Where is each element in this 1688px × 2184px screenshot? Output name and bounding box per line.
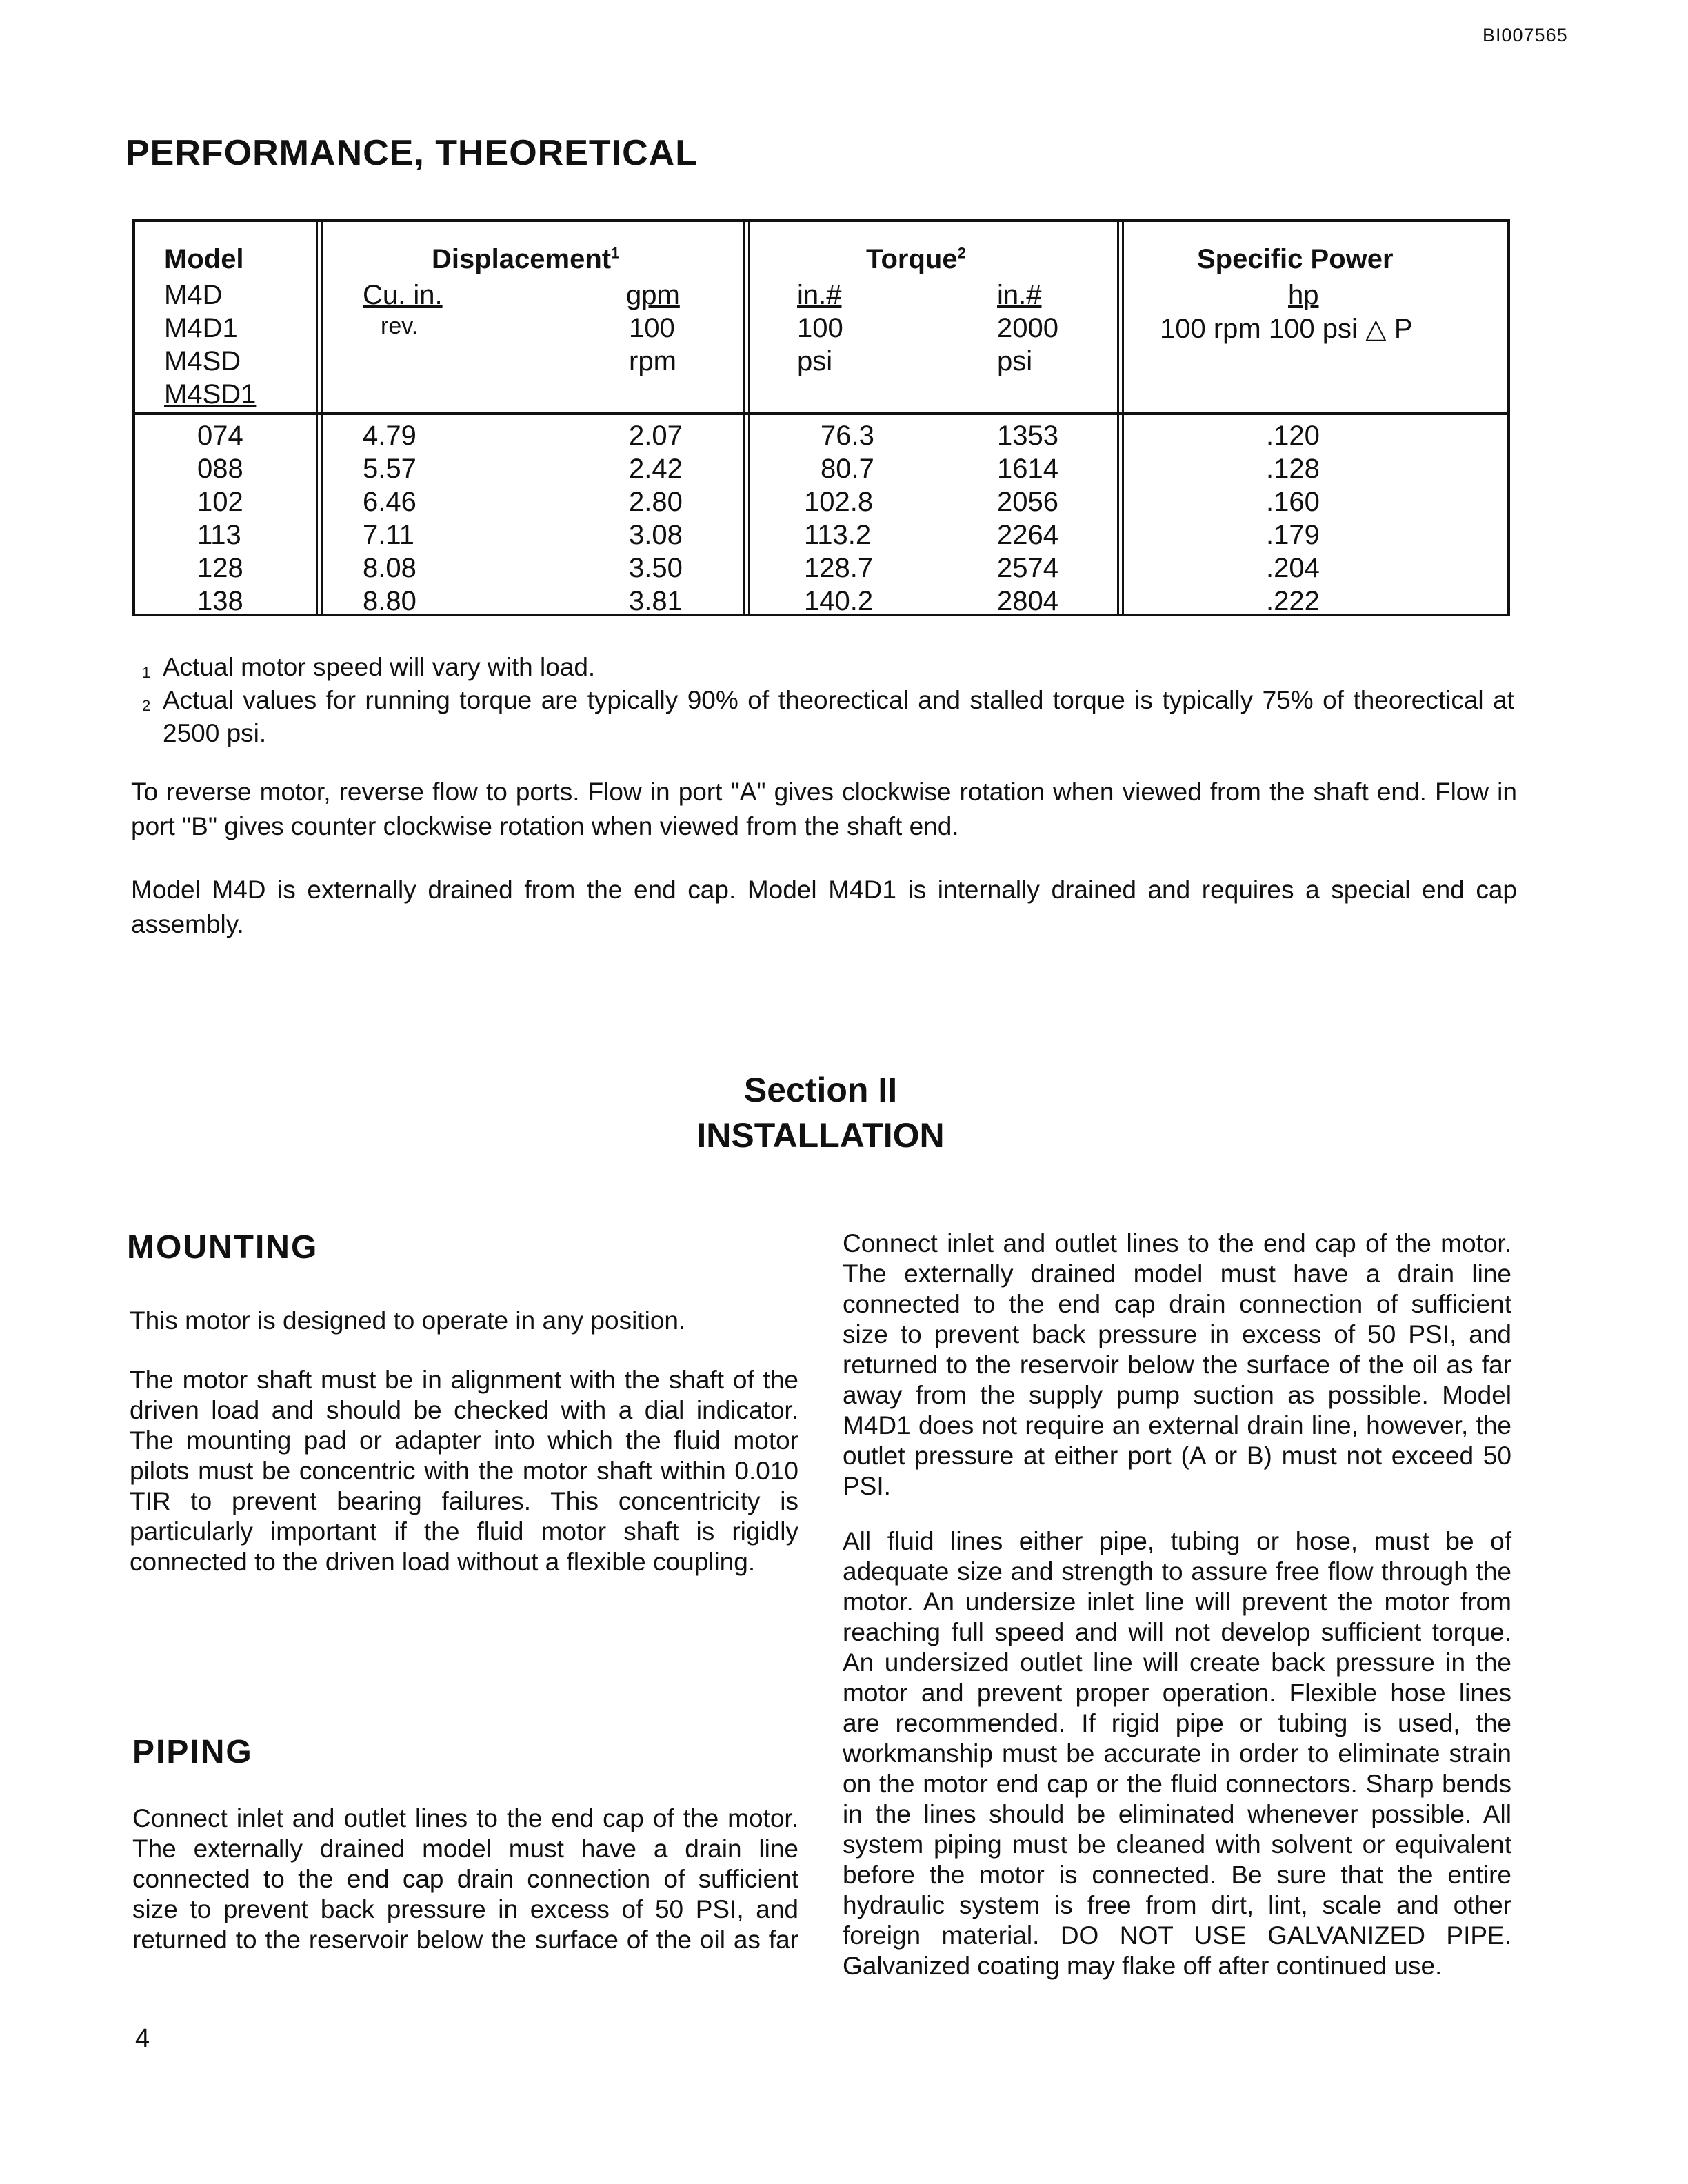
unit-cu-in: Cu. in. (363, 280, 443, 310)
model-name: M4D1 (164, 313, 238, 343)
torque-2000-cell: 1353 (997, 421, 1058, 451)
mounting-heading: MOUNTING (127, 1229, 319, 1266)
header-torque: Torque$^2$ (866, 244, 966, 274)
torque-2000-cell: 2574 (997, 553, 1058, 583)
size-cell: 088 (197, 454, 243, 484)
header-model: Model (164, 244, 244, 274)
model-name: M4SD (164, 346, 241, 376)
power-cell: .204 (1266, 553, 1320, 583)
piping-paragraph: Connect inlet and outlet lines to the end cap of the motor. The externally drained model must have a drain line connected to the end cap drain connection of sufficient size to prevent back pressure in excess of 50 PSI, and returned to the reservoir below the surface of the oil as far away from the supply pump suction as possible. Model M4D1 does not require an external drain line, however, the outlet pressure at either port (A or B) must not exceed 50 PSI. (843, 1229, 1511, 1500)
footnote-text: Actual values for running torque are typically 90% of theorectical and stalled torque is typically 75% of theorectical at 2500 psi. (163, 686, 1514, 747)
section-title: INSTALLATION (696, 1116, 945, 1155)
unit-torque-2000: 2000 (997, 313, 1058, 343)
gpm-cell: 2.42 (629, 454, 683, 484)
unit-torque-psi: psi (997, 346, 1033, 376)
gpm-cell: 2.07 (629, 421, 683, 451)
size-cell: 113 (197, 520, 241, 550)
unit-gpm-100: 100 (629, 313, 675, 343)
torque-2000-cell: 2056 (997, 487, 1058, 517)
power-cell: .160 (1266, 487, 1320, 517)
torque-2000-cell: 2264 (997, 520, 1058, 550)
cu-in-cell: 7.11 (363, 520, 414, 550)
size-cell: 128 (197, 553, 243, 583)
unit-torque-100: 100 (797, 313, 843, 343)
gpm-cell: 3.81 (629, 586, 683, 616)
footnote (142, 684, 1514, 750)
size-cell: 102 (197, 487, 243, 517)
piping-paragraph: All fluid lines either pipe, tubing or hose, must be of adequate size and strength to assure free flow through the motor. An undersize inlet line will prevent the motor from reaching full speed and will not develop sufficient torque. An undersized outlet line will create back pressure in the motor and prevent proper operation. Flexible hose lines are recommended. If rigid pipe or tubing is used, the workmanship must be accurate in order to eliminate strain on the motor end cap or the fluid connectors. Sharp bends in the lines should be eliminated whenever possible. All system piping must be cleaned with solvent or equivalent before the motor is connected. Be sure that the entire hydraulic system is free from dirt, lint, scale and other foreign material. DO NOT USE GALVANIZED PIPE. Galvanized coating may flake off after continued use. (843, 1527, 1511, 1980)
torque-100-cell: 113.2 (804, 520, 872, 550)
cu-in-cell: 8.80 (363, 586, 416, 616)
torque-100-cell: 140.2 (804, 586, 874, 616)
footnotes (142, 651, 1514, 750)
torque-100-cell: 102.8 (804, 487, 874, 517)
power-cell: .179 (1266, 520, 1320, 550)
unit-torque-in-lb: in.# (797, 280, 842, 310)
power-cell: .222 (1266, 586, 1320, 616)
performance-table (132, 219, 1510, 616)
footnote-mark: 2 (142, 697, 151, 714)
footnote-text: Actual motor speed will vary with load. (163, 653, 596, 681)
header-displacement: Displacement$^1$ (432, 244, 620, 274)
section-header (0, 1067, 1641, 1158)
size-cell: 074 (197, 421, 243, 451)
footnote (142, 651, 1514, 684)
power-cell: .120 (1266, 421, 1320, 451)
unit-gpm: gpm (626, 280, 680, 310)
gpm-cell: 2.80 (629, 487, 683, 517)
drain-paragraph: Model M4D is externally drained from the end cap. Model M4D1 is internally drained and requires a special end cap assembly. (131, 876, 1517, 938)
unit-torque-psi: psi (797, 346, 833, 376)
mounting-paragraph: The motor shaft must be in alignment with the shaft of the driven load and should be checked with a dial indicator. The mounting pad or adapter into which the fluid motor pilots must be concentric with the motor shaft within 0.010 TIR to prevent bearing failures. This concentricity is particularly important if the fluid motor shaft is rigidly connected to the driven load without a flexible coupling. (130, 1366, 798, 1576)
page-number: 4 (135, 2024, 150, 2053)
mounting-paragraph: This motor is designed to operate in any position. (130, 1306, 686, 1335)
table-row (135, 520, 1507, 553)
unit-power-den: 100 rpm 100 psi △ P (1160, 314, 1413, 344)
cu-in-cell: 5.57 (363, 454, 416, 484)
table-row (135, 586, 1507, 619)
table-row (135, 487, 1507, 520)
document-id: BI007565 (1483, 25, 1568, 46)
model-name: M4SD1 (164, 379, 257, 410)
piping-paragraph-start (132, 1803, 798, 1955)
right-column (843, 1228, 1511, 1980)
page-title: PERFORMANCE, THEORETICAL (125, 133, 698, 173)
size-cell: 138 (197, 586, 243, 616)
cu-in-cell: 6.46 (363, 487, 416, 517)
gpm-cell: 3.50 (629, 553, 683, 583)
section-number: Section II (743, 1071, 898, 1109)
table-header-divider (135, 412, 1507, 415)
piping-text: Connect inlet and outlet lines to the end cap of the motor. The externally drained model must have a drain line connected to the end cap drain connection of sufficient size to prevent back pressure in excess of 50 PSI, and returned to the reservoir below the surface of the oil as far (132, 1804, 798, 1954)
piping-heading: PIPING (132, 1734, 253, 1770)
torque-100-cell: 80.7 (821, 454, 874, 484)
table-row (135, 454, 1507, 487)
unit-hp: hp (1288, 280, 1319, 310)
gpm-cell: 3.08 (629, 520, 683, 550)
model-name: M4D (164, 280, 223, 310)
torque-100-cell: 128.7 (804, 553, 874, 583)
cu-in-cell: 8.08 (363, 553, 416, 583)
torque-100-cell: 76.3 (821, 421, 874, 451)
header-specific-power: Specific Power (1197, 244, 1394, 274)
footnote-mark: 1 (142, 664, 151, 681)
power-cell: .128 (1266, 454, 1320, 484)
unit-torque-in-lb: in.# (997, 280, 1042, 310)
torque-2000-cell: 2804 (997, 586, 1058, 616)
unit-rpm: rpm (629, 346, 676, 376)
cu-in-cell: 4.79 (363, 421, 416, 451)
torque-2000-cell: 1614 (997, 454, 1058, 484)
table-row (135, 553, 1507, 586)
table-row (135, 421, 1507, 454)
unit-rev: rev. (381, 313, 419, 339)
reverse-paragraph: To reverse motor, reverse flow to ports. Flow in port "A" gives clockwise rotation when viewed from the shaft end. Flow in port "B" gives counter clockwise rotation when viewed from the shaft end. (131, 778, 1517, 840)
